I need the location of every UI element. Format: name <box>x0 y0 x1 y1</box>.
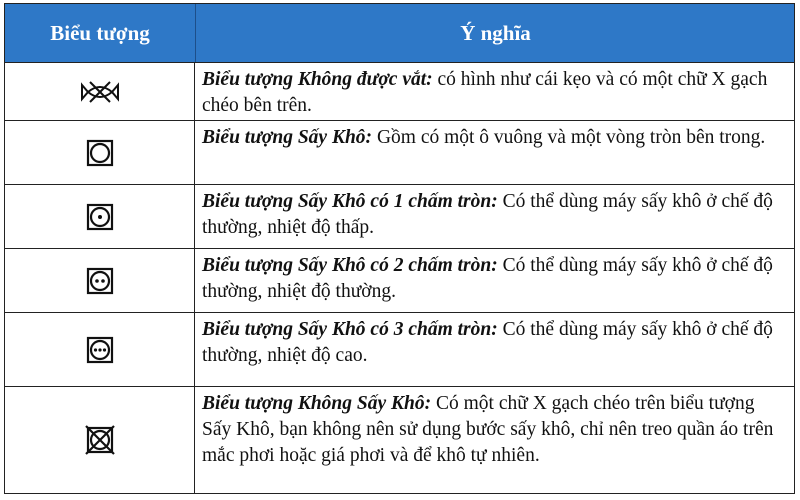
table-row <box>5 184 794 248</box>
tumble-dry-medium-heat-icon <box>86 267 114 295</box>
row-description: Biểu tượng Sấy Khô có 3 chấm tròn: Có thể dùng máy sấy khô ở chế độ thường, nhiệt độ cao. <box>202 319 773 366</box>
laundry-symbols-table <box>4 3 795 494</box>
header-symbol: Biểu tượng <box>50 20 150 45</box>
table-row <box>5 120 794 184</box>
do-not-tumble-dry-icon <box>85 425 115 455</box>
row-description: Biểu tượng Sấy Khô có 2 chấm tròn: Có thể dùng máy sấy khô ở chế độ thường, nhiệt độ thường. <box>202 255 773 302</box>
tumble-dry-low-heat-icon <box>86 203 114 231</box>
tumble-dry-high-heat-icon <box>86 336 114 364</box>
table-row <box>5 312 794 386</box>
table-row <box>5 248 794 312</box>
table-header <box>5 4 794 62</box>
row-description: Biểu tượng Sấy Khô có 1 chấm tròn: Có thể dùng máy sấy khô ở chế độ thường, nhiệt độ thấp. <box>202 191 773 238</box>
row-description: Biểu tượng Không được vắt: có hình như cái kẹo và có một chữ X gạch chéo bên trên. <box>202 69 768 116</box>
row-description: Biểu tượng Không Sấy Khô: Có một chữ X gạch chéo trên biểu tượng Sấy Khô, bạn không nên sử dụng bước sấy khô, chỉ nên treo quần áo trên mắc phơi hoặc giá phơi và để khô tự nhiên. <box>202 393 774 466</box>
table-row <box>5 386 794 493</box>
header-meaning: Ý nghĩa <box>195 4 795 62</box>
tumble-dry-icon <box>86 139 114 167</box>
row-description: Biểu tượng Sấy Khô: Gồm có một ô vuông và một vòng tròn bên trong. <box>202 127 766 148</box>
table-row <box>5 62 794 120</box>
do-not-wring-icon <box>78 80 122 104</box>
